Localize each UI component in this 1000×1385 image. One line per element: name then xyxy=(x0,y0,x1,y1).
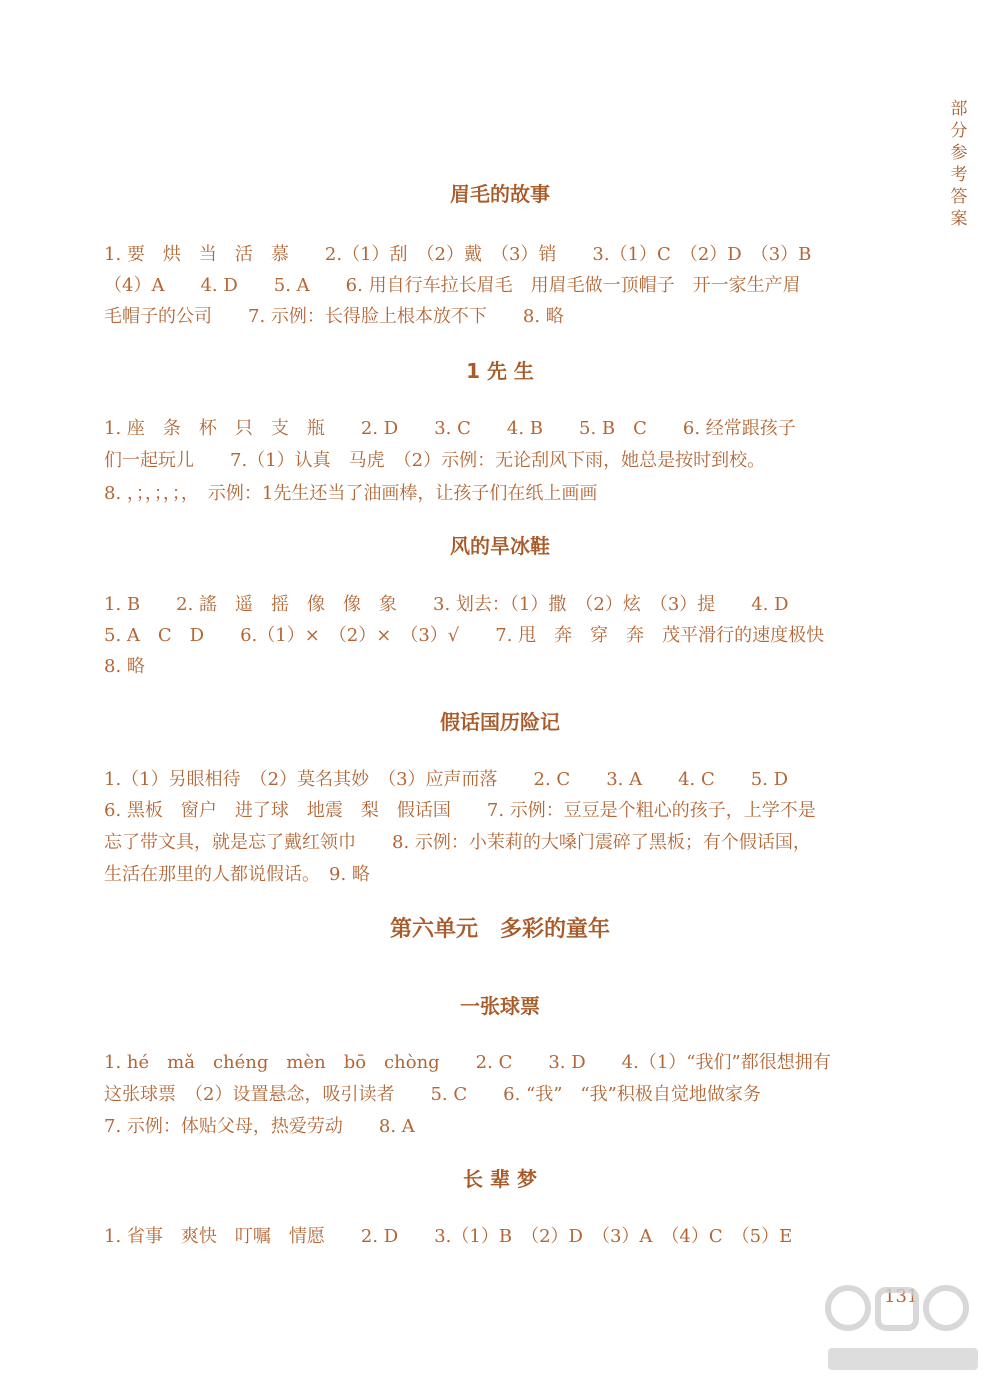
answer-line: 8. 略 xyxy=(104,656,145,677)
section-title-xiansheng: 1 先 生 xyxy=(466,359,534,383)
section-title-meimao: 眉毛的故事 xyxy=(450,182,550,206)
answer-line: 1. B 2. 謠 遥 摇 像 像 象 3. 划去：（1）撒 （2）炫 （3）提 4. D xyxy=(104,594,789,615)
answer-line: 6. 黑板 窗户 进了球 地震 梨 假话国 7. 示例：豆豆是个粗心的孩子，上学不是 xyxy=(104,800,816,821)
unit-title: 第六单元 多彩的童年 xyxy=(389,916,610,942)
answer-line: 生活在那里的人都说假话。 9. 略 xyxy=(104,864,370,885)
answer-line: 毛帽子的公司 7. 示例：长得脸上根本放不下 8. 略 xyxy=(104,306,564,327)
answer-line: 1. 要 烘 当 活 慕 2.（1）刮 （2）戴 （3）销 3.（1）C （2）D （3）B xyxy=(104,244,812,265)
answer-line: 7. 示例：体贴父母，热爱劳动 8. A xyxy=(104,1116,415,1137)
section-title-hanbingxie: 风的旱冰鞋 xyxy=(450,534,550,558)
answer-line: 5. A C D 6.（1）× （2）× （3）√ 7. 甩 奔 穿 奔 茂平滑行的速度极快 xyxy=(104,625,825,646)
section-title-zhangbeimeng: 长 辈 梦 xyxy=(463,1167,537,1191)
answer-line: 1. 座 条 杯 只 支 瓶 2. D 3. C 4. B 5. B C 6. 经常跟孩子 xyxy=(104,418,796,439)
watermark-logo xyxy=(818,1278,988,1378)
section-title-jiahuaguo: 假话国历险记 xyxy=(440,710,560,734)
answer-line: 8. ，；，；，；， 示例：1先生还当了油画棒，让孩子们在纸上画画 xyxy=(104,483,598,504)
answer-line: 1. hé mǎ chéng mèn bō chòng 2. C 3. D 4.（1）“我们”都很想拥有 xyxy=(104,1052,831,1073)
side-tab: 部分参考答案 xyxy=(950,99,968,229)
answer-line: 这张球票 （2）设置悬念，吸引读者 5. C 6. “我” “我”积极自觉地做家务 xyxy=(104,1084,761,1105)
answer-line: （4）A 4. D 5. A 6. 用自行车拉长眉毛 用眉毛做一顶帽子 开一家生产眉 xyxy=(104,275,801,296)
answer-line: 1. 省事 爽快 叮嘱 情愿 2. D 3.（1）B （2）D （3）A （4）C （5）E xyxy=(104,1226,793,1247)
section-title-qiupiao: 一张球票 xyxy=(460,994,540,1018)
answer-line: 忘了带文具，就是忘了戴红领巾 8. 示例：小茉莉的大嗓门震碎了黑板；有个假话国， xyxy=(104,832,811,853)
page-number: 131 xyxy=(884,1286,919,1307)
answer-line: 1.（1）另眼相待 （2）莫名其妙 （3）应声而落 2. C 3. A 4. C 5. D xyxy=(104,769,789,790)
answer-line: 们一起玩儿 7.（1）认真 马虎 （2）示例：无论刮风下雨，她总是按时到校。 xyxy=(104,450,766,471)
